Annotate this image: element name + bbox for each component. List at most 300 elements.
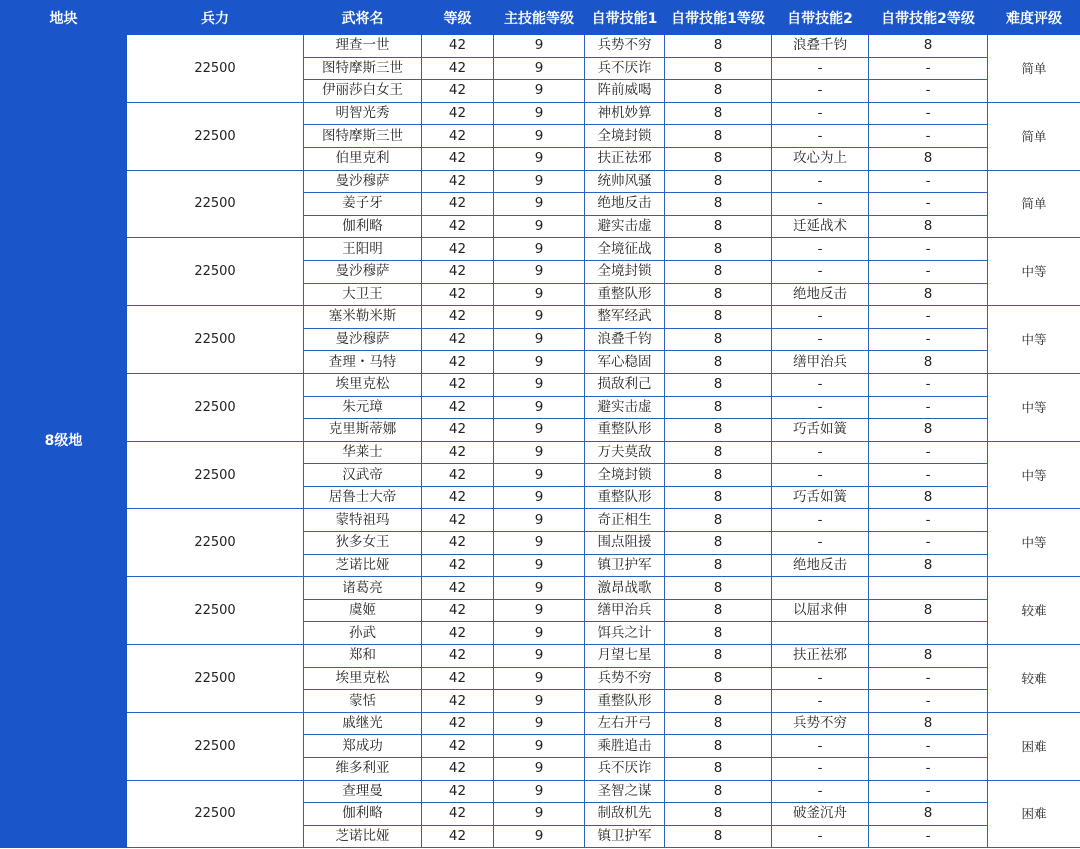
main-skill-level-cell: 9 — [494, 57, 585, 80]
skill1-level-cell: 8 — [665, 328, 772, 351]
level-cell: 42 — [422, 102, 494, 125]
skill2-level-cell: - — [869, 57, 988, 80]
general-name-cell: 王阳明 — [304, 238, 422, 261]
main-skill-level-cell: 9 — [494, 735, 585, 758]
skill1-level-cell: 8 — [665, 690, 772, 713]
skill2-level-cell: - — [869, 690, 988, 713]
skill1-cell: 浪叠千钧 — [585, 328, 665, 351]
level-cell: 42 — [422, 712, 494, 735]
level-cell: 42 — [422, 419, 494, 442]
general-name-cell: 埃里克松 — [304, 667, 422, 690]
skill2-level-cell: 8 — [869, 147, 988, 170]
general-name-cell: 伽利略 — [304, 215, 422, 238]
skill1-level-cell: 8 — [665, 667, 772, 690]
main-skill-level-cell: 9 — [494, 102, 585, 125]
troop-cell: 22500 — [127, 780, 304, 848]
main-skill-level-cell: 9 — [494, 125, 585, 148]
skill1-level-cell: 8 — [665, 780, 772, 803]
skill1-cell: 饵兵之计 — [585, 622, 665, 645]
skill2-level-cell: - — [869, 260, 988, 283]
header-row — [1, 1, 1080, 35]
troop-cell: 22500 — [127, 509, 304, 577]
skill1-level-cell: 8 — [665, 306, 772, 329]
main-skill-level-cell: 9 — [494, 645, 585, 668]
level-cell: 42 — [422, 125, 494, 148]
column-header: 兵力 — [127, 1, 304, 35]
main-skill-level-cell: 9 — [494, 260, 585, 283]
troop-cell: 22500 — [127, 712, 304, 780]
difficulty-cell: 中等 — [988, 238, 1080, 306]
main-skill-level-cell: 9 — [494, 441, 585, 464]
column-header: 自带技能2 — [772, 1, 869, 35]
skill2-cell: - — [772, 735, 869, 758]
skill2-cell: - — [772, 170, 869, 193]
skill2-cell — [772, 577, 869, 600]
main-skill-level-cell: 9 — [494, 306, 585, 329]
general-name-cell: 诸葛亮 — [304, 577, 422, 600]
skill1-level-cell: 8 — [665, 509, 772, 532]
table-row — [1, 780, 1080, 803]
skill2-level-cell: - — [869, 758, 988, 781]
skill1-cell: 重整队形 — [585, 283, 665, 306]
general-name-cell: 郑成功 — [304, 735, 422, 758]
skill1-cell: 统帅风骚 — [585, 170, 665, 193]
table-row — [1, 306, 1080, 329]
difficulty-cell: 较难 — [988, 577, 1080, 645]
level-cell: 42 — [422, 328, 494, 351]
main-skill-level-cell: 9 — [494, 396, 585, 419]
general-name-cell: 居鲁士大帝 — [304, 486, 422, 509]
table-row — [1, 645, 1080, 668]
skill2-cell: 破釜沉舟 — [772, 803, 869, 826]
skill1-level-cell: 8 — [665, 645, 772, 668]
skill2-cell: 兵势不穷 — [772, 712, 869, 735]
skill2-level-cell: - — [869, 238, 988, 261]
skill2-cell: - — [772, 102, 869, 125]
general-name-cell: 伯里克利 — [304, 147, 422, 170]
main-skill-level-cell: 9 — [494, 283, 585, 306]
general-name-cell: 伊丽莎白女王 — [304, 80, 422, 103]
skill2-cell: - — [772, 690, 869, 713]
skill1-cell: 重整队形 — [585, 690, 665, 713]
skill2-level-cell: - — [869, 780, 988, 803]
skill1-level-cell: 8 — [665, 622, 772, 645]
level-cell: 42 — [422, 306, 494, 329]
general-name-cell: 埃里克松 — [304, 373, 422, 396]
skill2-cell: - — [772, 57, 869, 80]
skill1-level-cell: 8 — [665, 486, 772, 509]
general-name-cell: 芝诺比娅 — [304, 825, 422, 848]
skill2-cell: - — [772, 532, 869, 555]
skill1-cell: 损敌利己 — [585, 373, 665, 396]
main-skill-level-cell: 9 — [494, 780, 585, 803]
skill2-cell: - — [772, 825, 869, 848]
general-name-cell: 明智光秀 — [304, 102, 422, 125]
troop-cell: 22500 — [127, 306, 304, 374]
skill1-level-cell: 8 — [665, 599, 772, 622]
general-name-cell: 查理曼 — [304, 780, 422, 803]
skill2-cell: 巧舌如簧 — [772, 486, 869, 509]
skill1-level-cell: 8 — [665, 712, 772, 735]
level-cell: 42 — [422, 351, 494, 374]
skill2-cell: - — [772, 80, 869, 103]
table-row — [1, 238, 1080, 261]
skill2-cell: - — [772, 780, 869, 803]
general-name-cell: 图特摩斯三世 — [304, 125, 422, 148]
level-cell: 42 — [422, 260, 494, 283]
column-header: 地块 — [1, 1, 127, 35]
skill1-level-cell: 8 — [665, 80, 772, 103]
skill1-cell: 全境征战 — [585, 238, 665, 261]
level-cell: 42 — [422, 57, 494, 80]
skill2-cell: - — [772, 667, 869, 690]
skill2-cell: - — [772, 464, 869, 487]
skill2-level-cell: - — [869, 328, 988, 351]
skill1-level-cell: 8 — [665, 419, 772, 442]
skill1-cell: 镇卫护军 — [585, 554, 665, 577]
skill1-cell: 神机妙算 — [585, 102, 665, 125]
level-cell: 42 — [422, 599, 494, 622]
skill1-cell: 扶正祛邪 — [585, 147, 665, 170]
general-name-cell: 图特摩斯三世 — [304, 57, 422, 80]
table-row — [1, 509, 1080, 532]
level-cell: 42 — [422, 80, 494, 103]
skill1-cell: 全境封锁 — [585, 125, 665, 148]
skill2-cell: - — [772, 238, 869, 261]
level-cell: 42 — [422, 147, 494, 170]
level-cell: 42 — [422, 735, 494, 758]
skill1-level-cell: 8 — [665, 35, 772, 58]
main-skill-level-cell: 9 — [494, 419, 585, 442]
level-cell: 42 — [422, 238, 494, 261]
main-skill-level-cell: 9 — [494, 803, 585, 826]
skill2-level-cell: - — [869, 80, 988, 103]
skill1-level-cell: 8 — [665, 238, 772, 261]
general-name-cell: 蒙恬 — [304, 690, 422, 713]
skill1-cell: 左右开弓 — [585, 712, 665, 735]
main-skill-level-cell: 9 — [494, 373, 585, 396]
skill2-cell: - — [772, 328, 869, 351]
level-cell: 42 — [422, 532, 494, 555]
skill1-cell: 围点阻援 — [585, 532, 665, 555]
skill2-cell: - — [772, 125, 869, 148]
skill2-level-cell — [869, 577, 988, 600]
skill2-level-cell: - — [869, 735, 988, 758]
skill2-level-cell: 8 — [869, 215, 988, 238]
main-skill-level-cell: 9 — [494, 351, 585, 374]
skill1-level-cell: 8 — [665, 577, 772, 600]
level-cell: 42 — [422, 486, 494, 509]
column-header: 难度评级 — [988, 1, 1080, 35]
skill2-cell: - — [772, 306, 869, 329]
skill2-level-cell: - — [869, 396, 988, 419]
troop-cell: 22500 — [127, 441, 304, 509]
general-name-cell: 理查一世 — [304, 35, 422, 58]
main-skill-level-cell: 9 — [494, 486, 585, 509]
skill2-level-cell: - — [869, 464, 988, 487]
troop-cell: 22500 — [127, 170, 304, 238]
skill2-level-cell: - — [869, 125, 988, 148]
general-name-cell: 蒙特祖玛 — [304, 509, 422, 532]
skill2-level-cell: 8 — [869, 599, 988, 622]
level-cell: 42 — [422, 667, 494, 690]
level-cell: 42 — [422, 690, 494, 713]
skill1-level-cell: 8 — [665, 532, 772, 555]
skill2-cell: 迁延战术 — [772, 215, 869, 238]
table-row — [1, 712, 1080, 735]
column-header: 自带技能1 — [585, 1, 665, 35]
general-name-cell: 大卫王 — [304, 283, 422, 306]
skill1-level-cell: 8 — [665, 102, 772, 125]
skill2-level-cell: 8 — [869, 283, 988, 306]
skill2-level-cell: 8 — [869, 486, 988, 509]
skill1-level-cell: 8 — [665, 193, 772, 216]
skill1-cell: 缮甲治兵 — [585, 599, 665, 622]
level-cell: 42 — [422, 622, 494, 645]
skill2-level-cell: - — [869, 667, 988, 690]
column-header: 主技能等级 — [494, 1, 585, 35]
skill2-level-cell: - — [869, 193, 988, 216]
main-skill-level-cell: 9 — [494, 464, 585, 487]
level-cell: 42 — [422, 758, 494, 781]
difficulty-cell: 中等 — [988, 306, 1080, 374]
skill2-level-cell: - — [869, 441, 988, 464]
column-header: 自带技能2等级 — [869, 1, 988, 35]
level-cell: 42 — [422, 35, 494, 58]
column-header: 武将名 — [304, 1, 422, 35]
column-header: 等级 — [422, 1, 494, 35]
difficulty-cell: 中等 — [988, 373, 1080, 441]
troop-cell: 22500 — [127, 577, 304, 645]
skill2-level-cell: 8 — [869, 712, 988, 735]
main-skill-level-cell: 9 — [494, 690, 585, 713]
skill2-level-cell: - — [869, 825, 988, 848]
general-name-cell: 查理・马特 — [304, 351, 422, 374]
table-row — [1, 373, 1080, 396]
skill1-level-cell: 8 — [665, 735, 772, 758]
column-header: 自带技能1等级 — [665, 1, 772, 35]
main-skill-level-cell: 9 — [494, 667, 585, 690]
general-name-cell: 曼沙穆萨 — [304, 328, 422, 351]
skill1-level-cell: 8 — [665, 57, 772, 80]
difficulty-cell: 困难 — [988, 712, 1080, 780]
skill1-cell: 阵前威喝 — [585, 80, 665, 103]
general-name-cell: 伽利略 — [304, 803, 422, 826]
difficulty-cell: 简单 — [988, 102, 1080, 170]
skill2-level-cell: - — [869, 102, 988, 125]
general-name-cell: 朱元璋 — [304, 396, 422, 419]
skill2-cell: 缮甲治兵 — [772, 351, 869, 374]
skill2-level-cell: 8 — [869, 35, 988, 58]
skill2-level-cell: 8 — [869, 419, 988, 442]
main-skill-level-cell: 9 — [494, 554, 585, 577]
level-cell: 42 — [422, 803, 494, 826]
skill1-level-cell: 8 — [665, 147, 772, 170]
skill1-cell: 兵势不穷 — [585, 667, 665, 690]
level-cell: 42 — [422, 373, 494, 396]
level-cell: 42 — [422, 193, 494, 216]
main-skill-level-cell: 9 — [494, 532, 585, 555]
table-row — [1, 577, 1080, 600]
main-skill-level-cell: 9 — [494, 825, 585, 848]
level-cell: 42 — [422, 283, 494, 306]
skill1-cell: 重整队形 — [585, 419, 665, 442]
skill2-level-cell: 8 — [869, 351, 988, 374]
difficulty-cell: 简单 — [988, 170, 1080, 238]
skill1-cell: 制敌机先 — [585, 803, 665, 826]
skill1-cell: 镇卫护军 — [585, 825, 665, 848]
skill1-cell: 月望七星 — [585, 645, 665, 668]
skill1-level-cell: 8 — [665, 170, 772, 193]
skill2-cell: 扶正祛邪 — [772, 645, 869, 668]
difficulty-cell: 困难 — [988, 780, 1080, 848]
general-name-cell: 孙武 — [304, 622, 422, 645]
level-cell: 42 — [422, 577, 494, 600]
skill1-level-cell: 8 — [665, 554, 772, 577]
skill1-level-cell: 8 — [665, 396, 772, 419]
skill2-cell: - — [772, 373, 869, 396]
skill2-cell: - — [772, 396, 869, 419]
skill2-cell: - — [772, 193, 869, 216]
skill2-level-cell: - — [869, 509, 988, 532]
difficulty-cell: 中等 — [988, 441, 1080, 509]
skill1-cell: 避实击虚 — [585, 215, 665, 238]
skill1-level-cell: 8 — [665, 125, 772, 148]
table-row — [1, 35, 1080, 58]
main-skill-level-cell: 9 — [494, 509, 585, 532]
skill2-cell: 攻心为上 — [772, 147, 869, 170]
difficulty-cell: 中等 — [988, 509, 1080, 577]
general-name-cell: 华莱士 — [304, 441, 422, 464]
skill2-level-cell: - — [869, 532, 988, 555]
skill2-cell: - — [772, 441, 869, 464]
main-skill-level-cell: 9 — [494, 80, 585, 103]
level-cell: 42 — [422, 464, 494, 487]
level-cell: 42 — [422, 509, 494, 532]
skill1-level-cell: 8 — [665, 215, 772, 238]
troop-cell: 22500 — [127, 238, 304, 306]
skill1-cell: 万夫莫敌 — [585, 441, 665, 464]
skill1-cell: 激昂战歌 — [585, 577, 665, 600]
skill2-cell: - — [772, 758, 869, 781]
skill1-cell: 乘胜追击 — [585, 735, 665, 758]
table-body — [1, 35, 1080, 848]
main-skill-level-cell: 9 — [494, 215, 585, 238]
level-cell: 42 — [422, 825, 494, 848]
skill2-cell: 巧舌如簧 — [772, 419, 869, 442]
difficulty-cell: 简单 — [988, 35, 1080, 103]
level-cell: 42 — [422, 780, 494, 803]
main-skill-level-cell: 9 — [494, 193, 585, 216]
skill1-level-cell: 8 — [665, 351, 772, 374]
skill1-level-cell: 8 — [665, 441, 772, 464]
skill1-cell: 圣智之谋 — [585, 780, 665, 803]
general-name-cell: 姜子牙 — [304, 193, 422, 216]
main-skill-level-cell: 9 — [494, 147, 585, 170]
level-cell: 42 — [422, 554, 494, 577]
skill1-cell: 整军经武 — [585, 306, 665, 329]
skill1-cell: 重整队形 — [585, 486, 665, 509]
skill1-cell: 兵不厌诈 — [585, 758, 665, 781]
skill2-level-cell: 8 — [869, 803, 988, 826]
level-cell: 42 — [422, 441, 494, 464]
general-name-cell: 曼沙穆萨 — [304, 260, 422, 283]
skill1-cell: 军心稳固 — [585, 351, 665, 374]
skill1-level-cell: 8 — [665, 283, 772, 306]
skill2-cell: 绝地反击 — [772, 554, 869, 577]
skill1-cell: 绝地反击 — [585, 193, 665, 216]
main-skill-level-cell: 9 — [494, 712, 585, 735]
main-skill-level-cell: 9 — [494, 599, 585, 622]
skill1-cell: 奇正相生 — [585, 509, 665, 532]
skill2-cell: - — [772, 509, 869, 532]
main-skill-level-cell: 9 — [494, 622, 585, 645]
skill2-cell: 浪叠千钧 — [772, 35, 869, 58]
main-skill-level-cell: 9 — [494, 238, 585, 261]
skill2-cell: 以屈求伸 — [772, 599, 869, 622]
general-name-cell: 维多利亚 — [304, 758, 422, 781]
level-cell: 42 — [422, 215, 494, 238]
troop-cell: 22500 — [127, 645, 304, 713]
skill1-level-cell: 8 — [665, 260, 772, 283]
general-name-cell: 狄多女王 — [304, 532, 422, 555]
main-skill-level-cell: 9 — [494, 328, 585, 351]
skill2-level-cell: 8 — [869, 554, 988, 577]
skill1-cell: 全境封锁 — [585, 260, 665, 283]
skill1-level-cell: 8 — [665, 373, 772, 396]
table-row — [1, 441, 1080, 464]
main-skill-level-cell: 9 — [494, 35, 585, 58]
level-cell: 42 — [422, 396, 494, 419]
skill2-level-cell — [869, 622, 988, 645]
general-name-cell: 戚继光 — [304, 712, 422, 735]
general-name-cell: 汉武帝 — [304, 464, 422, 487]
main-skill-level-cell: 9 — [494, 170, 585, 193]
skill2-level-cell: - — [869, 373, 988, 396]
general-name-cell: 虞姬 — [304, 599, 422, 622]
general-name-cell: 郑和 — [304, 645, 422, 668]
skill2-level-cell: 8 — [869, 645, 988, 668]
skill1-cell: 兵势不穷 — [585, 35, 665, 58]
general-name-cell: 曼沙穆萨 — [304, 170, 422, 193]
skill2-cell — [772, 622, 869, 645]
general-name-cell: 克里斯蒂娜 — [304, 419, 422, 442]
table-row — [1, 170, 1080, 193]
table-row — [1, 102, 1080, 125]
main-skill-level-cell: 9 — [494, 758, 585, 781]
skill1-cell: 避实击虚 — [585, 396, 665, 419]
skill1-level-cell: 8 — [665, 825, 772, 848]
general-name-cell: 芝诺比娅 — [304, 554, 422, 577]
difficulty-cell: 较难 — [988, 645, 1080, 713]
skill1-level-cell: 8 — [665, 758, 772, 781]
skill1-cell: 全境封锁 — [585, 464, 665, 487]
skill2-cell: 绝地反击 — [772, 283, 869, 306]
skill1-level-cell: 8 — [665, 803, 772, 826]
plot-level-cell: 8级地 — [1, 35, 127, 848]
troop-cell: 22500 — [127, 102, 304, 170]
level-cell: 42 — [422, 170, 494, 193]
skill2-cell: - — [772, 260, 869, 283]
troop-cell: 22500 — [127, 373, 304, 441]
general-name-cell: 塞米勒米斯 — [304, 306, 422, 329]
skill1-level-cell: 8 — [665, 464, 772, 487]
troop-cell: 22500 — [127, 35, 304, 103]
skill2-level-cell: - — [869, 170, 988, 193]
skill1-cell: 兵不厌诈 — [585, 57, 665, 80]
level-cell: 42 — [422, 645, 494, 668]
skill2-level-cell: - — [869, 306, 988, 329]
